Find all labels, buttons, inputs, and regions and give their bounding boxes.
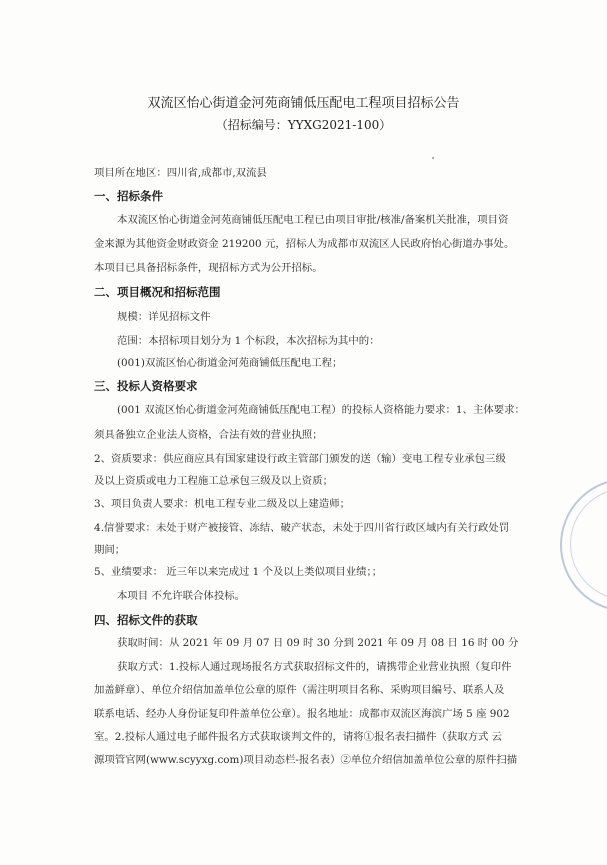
s4-line-5: 室。2.投标人通过电子邮件报名方式获取谈判文件的，请将①报名表扫描件（获取方式 云	[94, 731, 503, 743]
s1-line-1: 本双流区怡心街道金河苑商铺低压配电工程已由项目审批/核准/备案机关批准，项目资	[117, 214, 509, 226]
scan-speck	[432, 157, 434, 159]
project-location: 项目所在地区：四川省,成都市,双流县	[94, 167, 267, 179]
s3-line-4: 及以上资质或电力工程施工总承包三级及以上资质；	[94, 475, 333, 487]
s2-line-3: (001)双流区怡心街道金河苑商铺低压配电工程；	[117, 357, 343, 369]
s3-line-9: 本项目 不允许联合体投标。	[117, 590, 245, 602]
bid-number: （招标编号：YYXG2021-100）	[215, 118, 392, 132]
s1-line-3: 本项目已具备招标条件，现招标方式为公开招标。	[94, 262, 323, 274]
s3-line-3: 2、资质要求：供应商应具有国家建设行政主管部门颁发的送（输）变电工程专业承包三级	[94, 453, 506, 465]
s4-line-6: 源项管官网(www.scyyxg.com)项目动态栏-报名表）②单位介绍信加盖单位公章的原件扫描	[94, 754, 518, 766]
s3-line-7: 期间；	[94, 544, 126, 556]
s3-line-2: 须具备独立企业法人资格，合法有效的营业执照；	[94, 429, 323, 441]
s4-line-4: 联系电话、经办人身份证复印件盖单位公章）。报名地址：成都市双流区海滨广场 5 座 902	[94, 708, 510, 720]
s3-line-1: (001 双流区怡心街道金河苑商铺低压配电工程）的投标人资格能力要求：1、主体要求：	[117, 404, 525, 416]
section-heading-3: 三、投标人资格要求	[94, 379, 198, 393]
s4-line-1: 获取时间：从 2021 年 09 月 07 日 09 时 30 分到 2021 年 09 月 08 日 16 时 00 分	[117, 637, 519, 649]
s4-line-3: 加盖鲜章）、单位介绍信加盖单位公章的原件（需注明项目名称、采购项目编号、联系人及	[94, 684, 505, 696]
s3-line-8: 5、业绩要求： 近三年以来完成过 1 个及以上类似项目业绩；；	[94, 566, 383, 578]
s1-line-2: 金来源为其他资金财政资金 219200 元，招标人为成都市双流区人民政府怡心街道办事处。	[94, 238, 515, 250]
seal-stamp	[560, 478, 607, 612]
section-heading-2: 二、项目概况和招标范围	[94, 285, 221, 299]
document-title: 双流区怡心街道金河苑商铺低压配电工程项目招标公告	[147, 96, 460, 111]
s4-line-2: 获取方式：1.投标人通过现场报名方式获取招标文件的，请携带企业营业执照（复印件	[117, 661, 512, 673]
seal-inner-ring	[570, 488, 607, 600]
s2-line-1: 规模：详见招标文件	[117, 311, 211, 323]
s3-line-6: 4.信誉要求：未处于财产被接管、冻结、破产状态，未处于四川省行政区域内有关行政处罚	[94, 522, 510, 534]
s3-line-5: 3、项目负责人要求：机电工程专业二级及以上建造师；	[94, 498, 350, 510]
section-heading-1: 一、招标条件	[94, 189, 163, 203]
s2-line-2: 范围：本招标项目划分为 1 个标段，本次招标为其中的：	[117, 335, 380, 347]
section-heading-4: 四、招标文件的获取	[94, 613, 198, 627]
